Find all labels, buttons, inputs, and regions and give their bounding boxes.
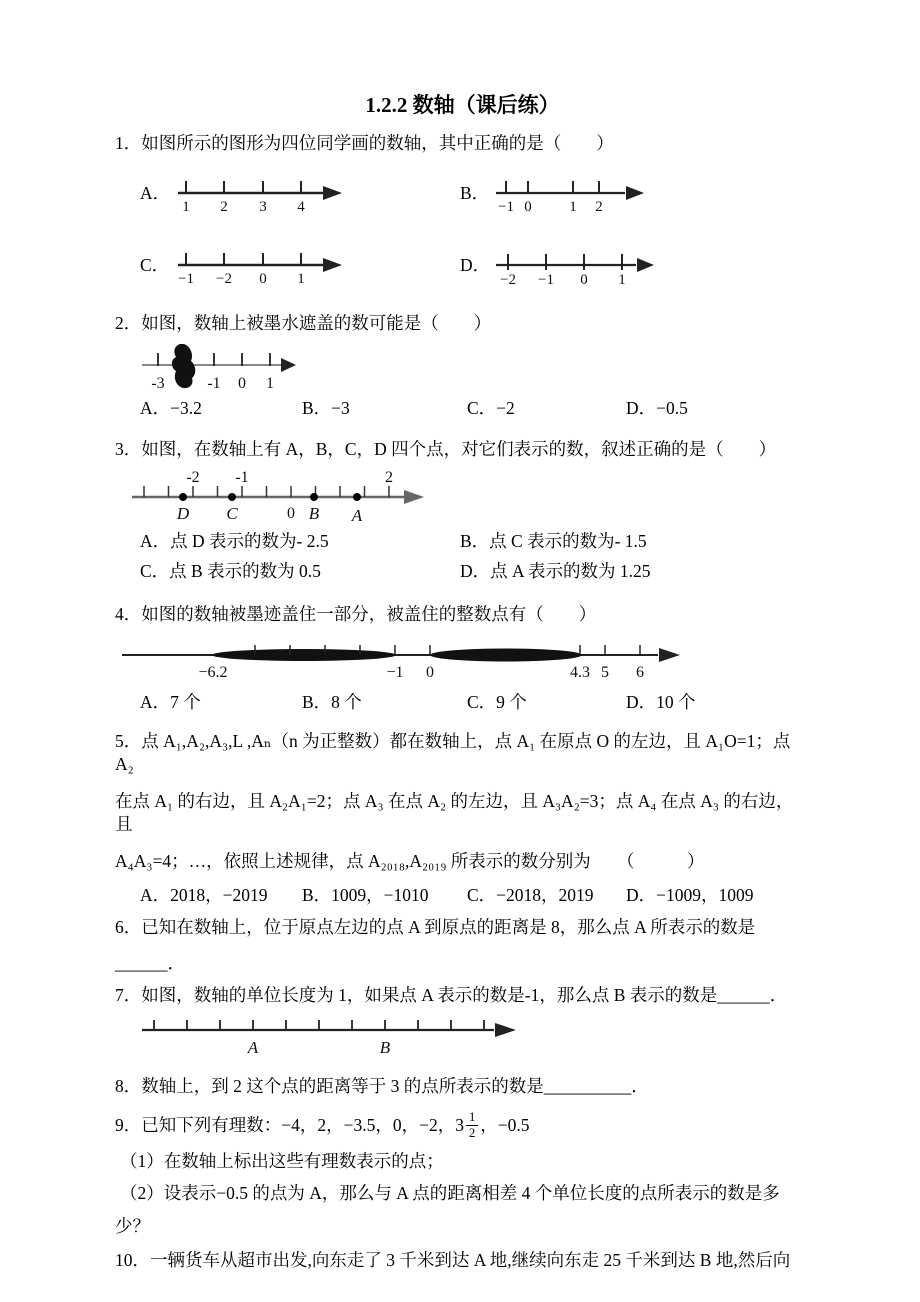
tick-label: 0 [238,375,246,393]
point-label-c: C [226,503,238,523]
tick-label: 1 [618,271,626,286]
question-5-line-2: 在点 A₁ 的右边，且 A₂A₁=2；点 A₃ 在点 A₂ 的左边，且 A₃A₂=3；点 A₄ 在点 A₃ 的右边，且 [115,790,794,835]
ink-blot [172,344,195,388]
tick-label: 0 [524,198,532,214]
question-8-text: 8．数轴上，到 2 这个点的距离等于 3 的点所表示的数是__________． [115,1076,649,1097]
q1-numberline-d [494,244,659,286]
ink-blot-right [430,648,582,661]
tick-label: -3 [151,375,165,393]
q3-option-b: B．点 C 表示的数为- 1.5 [460,530,647,551]
q1-choice-b-letter: B． [460,182,490,203]
question-6-blank: ______． [115,953,185,973]
point-c-dot [228,493,236,501]
q4-option-c: C．9 个 [467,691,527,712]
tick-label: 0 [426,663,434,681]
page-title: 1.2.2 数轴（课后练） [365,93,560,117]
q1-numberline-b [494,172,649,214]
question-3-figure [130,466,810,524]
tick-label: −1 [178,270,194,286]
q5-option-a: A．2018，−2019 [140,884,268,905]
tick-label: 0 [580,271,588,286]
question-1-text: 1．如图所示的图形为四位同学画的数轴，其中正确的是（ ） [115,133,614,153]
tick-label: 2 [595,198,603,214]
question-7-text: 7．如图，数轴的单位长度为 1，如果点 A 表示的数是-1，那么点 B 表示的数是______． [115,984,788,1005]
tick-label: -1 [235,468,249,486]
q1-numberline-a [174,172,344,214]
tick-label: −2 [500,271,516,286]
tick-label: 3 [259,198,267,214]
tick-label: 1 [182,198,190,214]
q9-fraction-numerator: 1 [466,1111,478,1126]
zero-label: 0 [287,504,295,522]
question-1-figures-row-2 [115,244,810,286]
q1-choice-a [140,172,460,214]
tick-label: 5 [601,663,609,681]
tick-label: 2 [385,468,393,486]
q4-numberline [120,635,685,685]
q4-option-d: D．10 个 [626,691,696,712]
q1-choice-d [460,244,659,286]
point-b-dot [310,493,318,501]
tick-label: −6.2 [198,663,228,681]
q1-choice-a-letter: A． [140,182,171,203]
q3-option-d: D．点 A 表示的数为 1.25 [460,561,651,582]
point-label-b: B [308,503,320,523]
q2-option-c: C．−2 [467,398,515,419]
q1-choice-d-letter: D． [460,254,491,275]
ink-blot-left [212,649,396,661]
question-9-part-2-line-1: （2）设表示−0.5 的点为 A，那么与 A 点的距离相差 4 个单位长度的点所表示的数是多 [120,1182,780,1203]
q5-option-b: B．1009，−1010 [302,884,429,905]
tick-label: −1 [538,271,554,286]
point-a-dot [353,493,361,501]
question-4-options [115,691,810,714]
point-label-b: B [379,1038,391,1058]
tick-label: −2 [216,270,232,286]
q2-option-a: A．−3.2 [140,398,202,419]
tick-label: -1 [207,375,221,393]
q2-option-d: D．−0.5 [626,398,688,419]
q3-numberline [130,466,430,524]
tick-label: 1 [297,270,305,286]
question-5-line-3: A₄A₃=4；…，依照上述规律，点 A₂₀₁₈,A₂₀₁₉ 所表示的数分别为 （ ） [115,851,705,871]
question-4-figure [120,635,810,685]
q5-option-d: D．−1009，1009 [626,884,754,905]
q3-option-c: C．点 B 表示的数为 0.5 [140,561,321,582]
q9-fraction [466,1111,478,1140]
q9-fraction-denominator: 2 [468,1126,476,1141]
tick-label: −1 [386,663,404,681]
q4-option-a: A．7 个 [140,691,201,712]
q1-numberline-c [174,244,344,286]
q3-option-a: A．点 D 表示的数为- 2.5 [140,530,329,551]
question-4-text: 4．如图的数轴被墨迹盖住一部分，被盖住的整数点有（ ） [115,604,597,625]
tick-label: 2 [220,198,228,214]
question-1-figures-row-1 [115,172,810,214]
point-label-a: A [247,1038,259,1058]
point-d-dot [179,493,187,501]
tick-label: -2 [186,468,200,486]
tick-label: 6 [636,663,644,681]
question-2-figure [140,341,810,393]
tick-label: 1 [266,375,274,393]
question-5-line-1: 5．点 A₁,A₂,A₃,L ,Aₙ（n 为正整数）都在数轴上，点 A₁ 在原点 O 的左边，且 A₁O=1；点 A₂ [115,730,791,775]
question-2-text: 2．如图，数轴上被墨水遮盖的数可能是（ ） [115,312,492,333]
q4-option-b: B．8 个 [302,691,362,712]
q1-choice-c [140,244,460,286]
tick-label: −1 [498,198,514,214]
tick-label: 4 [297,198,305,214]
question-7-figure [140,1015,810,1059]
question-5-options [115,884,810,907]
question-3-options-row-2 [115,560,810,583]
question-2-options [115,397,810,420]
question-6-line-1: 6．已知在数轴上，位于原点左边的点 A 到原点的距离是 8，那么点 A 所表示的数是 [115,917,756,938]
q7-numberline [140,1015,520,1059]
question-3-options-row-1 [115,530,810,553]
question-9-text [115,1109,810,1142]
q2-option-b: B．−3 [302,398,350,419]
q1-choice-b [460,172,649,214]
tick-label: 1 [569,198,577,214]
point-label-a: A [351,505,363,524]
q9-list-before-fraction: 9．已知下列有理数：−4，2，−3.5，0，−2，3 [115,1114,464,1135]
point-label-d: D [176,503,190,523]
q9-list-after-fraction: ，−0.5 [480,1114,530,1135]
q1-choice-c-letter: C． [140,254,170,275]
tick-label: 4.3 [570,663,590,681]
question-10-text: 10．一辆货车从超市出发,向东走了 3 千米到达 A 地,继续向东走 25 千米到达 B 地,然后向 [115,1250,791,1270]
question-9-part-1: （1）在数轴上标出这些有理数表示的点； [120,1151,444,1172]
q5-option-c: C．−2018，2019 [467,884,594,905]
question-9-part-2-line-2: 少？ [115,1216,150,1237]
q2-numberline [140,341,305,393]
tick-label: 0 [259,270,267,286]
question-3-text: 3．如图，在数轴上有 A，B，C，D 四个点，对它们表示的数，叙述正确的是（ ） [115,439,777,459]
